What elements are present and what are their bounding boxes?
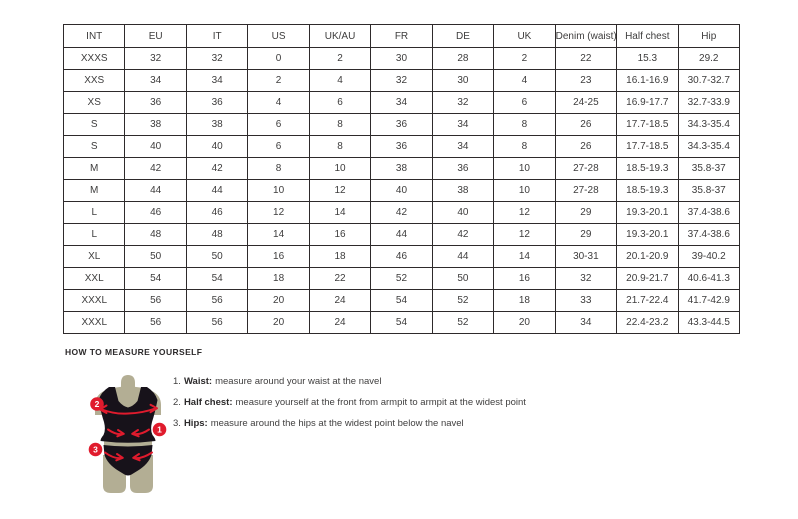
table-row <box>64 246 740 268</box>
table-cell: 34 <box>371 92 432 114</box>
table-cell: 38 <box>125 114 186 136</box>
table-cell: 20 <box>248 312 309 334</box>
column-header: US <box>248 25 309 48</box>
table-cell: 36 <box>371 136 432 158</box>
column-header: Denim (waist) <box>555 25 616 48</box>
table-cell: 8 <box>309 114 370 136</box>
table-cell: 38 <box>186 114 247 136</box>
table-cell: 52 <box>371 268 432 290</box>
table-row <box>64 70 740 92</box>
table-cell: XS <box>64 92 125 114</box>
column-header: Half chest <box>617 25 678 48</box>
table-cell: 20 <box>248 290 309 312</box>
table-cell: 22 <box>555 48 616 70</box>
table-cell: 34.3-35.4 <box>678 136 739 158</box>
table-cell: 26 <box>555 114 616 136</box>
table-cell: 40 <box>186 136 247 158</box>
measure-instruction-item <box>173 413 593 434</box>
instruction-text: measure yourself at the front from armpit to armpit at the widest point <box>235 397 526 408</box>
column-header: Hip <box>678 25 739 48</box>
measure-instructions <box>173 371 593 434</box>
table-cell: XXXL <box>64 290 125 312</box>
table-cell: 30.7-32.7 <box>678 70 739 92</box>
table-cell: 18 <box>494 290 555 312</box>
marker-2-badge <box>90 397 104 411</box>
table-cell: 27-28 <box>555 158 616 180</box>
table-cell: 41.7-42.9 <box>678 290 739 312</box>
table-cell: 42 <box>125 158 186 180</box>
column-header: DE <box>432 25 493 48</box>
table-row <box>64 136 740 158</box>
table-cell: 6 <box>494 92 555 114</box>
table-cell: 34 <box>432 136 493 158</box>
table-cell: 16 <box>309 224 370 246</box>
table-cell: 0 <box>248 48 309 70</box>
table-cell: 32 <box>186 48 247 70</box>
table-cell: 44 <box>432 246 493 268</box>
table-cell: 27-28 <box>555 180 616 202</box>
table-cell: 6 <box>248 136 309 158</box>
table-cell: 22.4-23.2 <box>617 312 678 334</box>
table-cell: 32 <box>432 92 493 114</box>
table-cell: 14 <box>494 246 555 268</box>
table-cell: 20 <box>494 312 555 334</box>
table-cell: 33 <box>555 290 616 312</box>
table-cell: 42 <box>371 202 432 224</box>
table-cell: XXXS <box>64 48 125 70</box>
table-cell: 32.7-33.9 <box>678 92 739 114</box>
table-cell: 17.7-18.5 <box>617 136 678 158</box>
table-cell: 16.9-17.7 <box>617 92 678 114</box>
table-cell: 44 <box>186 180 247 202</box>
table-cell: 34 <box>125 70 186 92</box>
table-cell: 18.5-19.3 <box>617 158 678 180</box>
table-row <box>64 268 740 290</box>
table-cell: 32 <box>371 70 432 92</box>
table-row <box>64 48 740 70</box>
table-cell: 30 <box>371 48 432 70</box>
table-cell: 38 <box>371 158 432 180</box>
marker-3-badge <box>89 443 103 457</box>
table-cell: 10 <box>494 180 555 202</box>
instruction-label: Half chest: <box>183 397 233 408</box>
table-cell: 2 <box>309 48 370 70</box>
size-chart-table <box>63 24 740 334</box>
table-header-row <box>64 25 740 48</box>
table-cell: 17.7-18.5 <box>617 114 678 136</box>
table-cell: 44 <box>371 224 432 246</box>
table-cell: 40 <box>371 180 432 202</box>
table-cell: 20.9-21.7 <box>617 268 678 290</box>
table-cell: 34.3-35.4 <box>678 114 739 136</box>
table-cell: 54 <box>186 268 247 290</box>
instruction-text: measure around the hips at the widest point below the navel <box>210 418 464 429</box>
table-cell: 50 <box>125 246 186 268</box>
table-cell: 16 <box>494 268 555 290</box>
table-cell: 54 <box>371 290 432 312</box>
table-cell: 46 <box>371 246 432 268</box>
table-cell: 4 <box>248 92 309 114</box>
table-cell: 37.4-38.6 <box>678 202 739 224</box>
table-cell: 4 <box>309 70 370 92</box>
table-cell: 6 <box>248 114 309 136</box>
table-row <box>64 202 740 224</box>
table-cell: 12 <box>494 224 555 246</box>
table-cell: 44 <box>125 180 186 202</box>
table-cell: 24-25 <box>555 92 616 114</box>
table-cell: 56 <box>186 312 247 334</box>
table-cell: XL <box>64 246 125 268</box>
table-row <box>64 114 740 136</box>
table-row <box>64 158 740 180</box>
marker-1-number: 1 <box>157 424 162 435</box>
table-cell: 40 <box>432 202 493 224</box>
column-header: IT <box>186 25 247 48</box>
table-cell: 10 <box>494 158 555 180</box>
table-cell: 21.7-22.4 <box>617 290 678 312</box>
marker-3-number: 3 <box>93 444 98 455</box>
table-cell: 19.3-20.1 <box>617 202 678 224</box>
table-cell: 36 <box>186 92 247 114</box>
column-header: UK/AU <box>309 25 370 48</box>
table-cell: 32 <box>555 268 616 290</box>
table-cell: 8 <box>494 114 555 136</box>
table-cell: 56 <box>125 312 186 334</box>
table-cell: 10 <box>248 180 309 202</box>
how-to-measure-heading: HOW TO MEASURE YOURSELF <box>65 347 203 357</box>
table-cell: 48 <box>186 224 247 246</box>
table-cell: 36 <box>371 114 432 136</box>
table-cell: 8 <box>494 136 555 158</box>
table-cell: 4 <box>494 70 555 92</box>
table-row <box>64 180 740 202</box>
table-cell: 6 <box>309 92 370 114</box>
table-cell: 24 <box>309 290 370 312</box>
table-cell: 19.3-20.1 <box>617 224 678 246</box>
column-header: INT <box>64 25 125 48</box>
instruction-number: 2. <box>173 397 181 408</box>
marker-2-number: 2 <box>94 399 100 409</box>
table-cell: 46 <box>186 202 247 224</box>
table-cell: 28 <box>432 48 493 70</box>
table-cell: 20.1-20.9 <box>617 246 678 268</box>
table-cell: 34 <box>186 70 247 92</box>
table-row <box>64 312 740 334</box>
table-cell: 32 <box>125 48 186 70</box>
table-row <box>64 290 740 312</box>
table-cell: 12 <box>248 202 309 224</box>
table-cell: 40 <box>125 136 186 158</box>
instruction-text: measure around your waist at the navel <box>215 376 382 387</box>
table-cell: XXXL <box>64 312 125 334</box>
table-cell: L <box>64 224 125 246</box>
table-cell: 42 <box>186 158 247 180</box>
table-cell: 24 <box>309 312 370 334</box>
table-cell: 56 <box>125 290 186 312</box>
table-cell: 56 <box>186 290 247 312</box>
table-cell: 50 <box>432 268 493 290</box>
table-cell: 16 <box>248 246 309 268</box>
table-cell: 29.2 <box>678 48 739 70</box>
table-cell: 29 <box>555 202 616 224</box>
table-cell: 46 <box>125 202 186 224</box>
column-header: EU <box>125 25 186 48</box>
table-cell: 50 <box>186 246 247 268</box>
table-cell: 30-31 <box>555 246 616 268</box>
instruction-label: Hips: <box>183 418 208 429</box>
table-cell: 34 <box>432 114 493 136</box>
table-cell: 54 <box>371 312 432 334</box>
table-cell: 14 <box>309 202 370 224</box>
table-cell: 2 <box>248 70 309 92</box>
table-cell: 40.6-41.3 <box>678 268 739 290</box>
table-cell: 34 <box>555 312 616 334</box>
table-cell: 36 <box>432 158 493 180</box>
instruction-number: 1. <box>173 376 181 387</box>
table-cell: XXL <box>64 268 125 290</box>
table-cell: 18 <box>309 246 370 268</box>
table-cell: 54 <box>125 268 186 290</box>
table-cell: 52 <box>432 290 493 312</box>
marker-1-badge <box>153 423 167 437</box>
table-cell: 52 <box>432 312 493 334</box>
table-cell: 23 <box>555 70 616 92</box>
table-cell: 8 <box>309 136 370 158</box>
table-cell: 16.1-16.9 <box>617 70 678 92</box>
table-cell: 43.3-44.5 <box>678 312 739 334</box>
table-cell: L <box>64 202 125 224</box>
table-cell: 18 <box>248 268 309 290</box>
table-cell: 29 <box>555 224 616 246</box>
column-header: FR <box>371 25 432 48</box>
measure-instruction-item <box>173 371 593 392</box>
table-cell: 14 <box>248 224 309 246</box>
table-cell: 35.8-37 <box>678 158 739 180</box>
table-cell: 18.5-19.3 <box>617 180 678 202</box>
table-cell: 38 <box>432 180 493 202</box>
table-cell: 26 <box>555 136 616 158</box>
column-header: UK <box>494 25 555 48</box>
table-cell: 39-40.2 <box>678 246 739 268</box>
table-cell: 22 <box>309 268 370 290</box>
table-cell: S <box>64 114 125 136</box>
table-cell: 42 <box>432 224 493 246</box>
table-cell: 12 <box>309 180 370 202</box>
instruction-number: 3. <box>173 418 181 429</box>
table-cell: 48 <box>125 224 186 246</box>
table-cell: XXS <box>64 70 125 92</box>
table-cell: 35.8-37 <box>678 180 739 202</box>
table-cell: S <box>64 136 125 158</box>
table-cell: 8 <box>248 158 309 180</box>
instruction-label: Waist: <box>183 376 213 387</box>
table-cell: 12 <box>494 202 555 224</box>
table-row <box>64 224 740 246</box>
table-row <box>64 92 740 114</box>
table-cell: M <box>64 158 125 180</box>
table-cell: 10 <box>309 158 370 180</box>
table-cell: M <box>64 180 125 202</box>
table-cell: 36 <box>125 92 186 114</box>
measure-instruction-item <box>173 392 593 413</box>
table-cell: 30 <box>432 70 493 92</box>
table-cell: 37.4-38.6 <box>678 224 739 246</box>
table-cell: 15.3 <box>617 48 678 70</box>
table-cell: 2 <box>494 48 555 70</box>
